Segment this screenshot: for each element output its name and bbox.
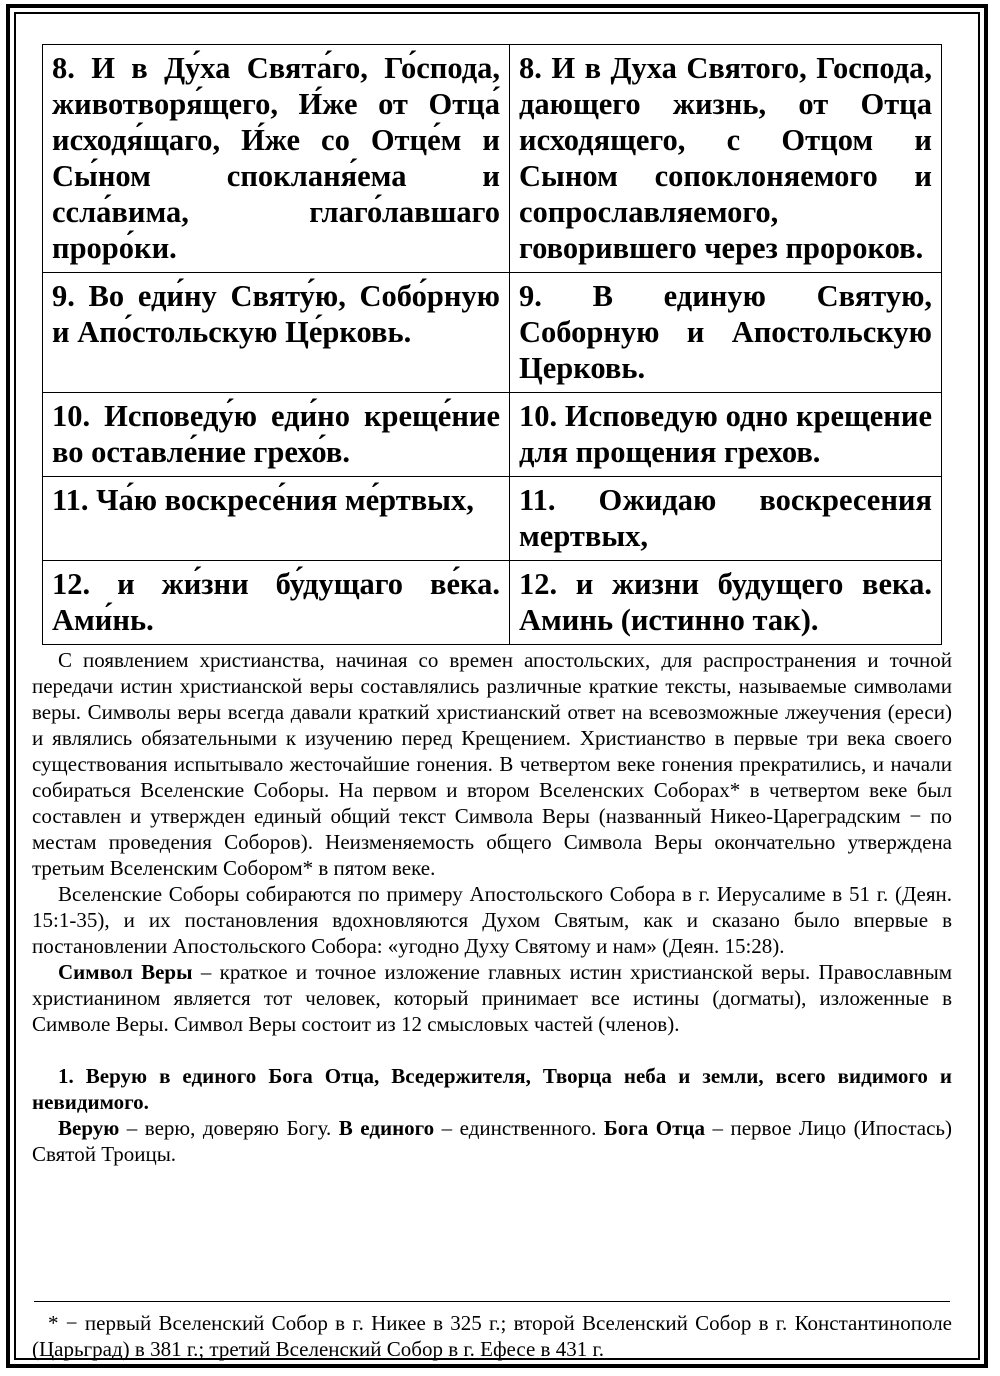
church-slavonic-cell: 9. Во еди́ну Святу́ю, Собо́рную и Апо́стольскую Це́рковь. xyxy=(43,273,510,393)
footnote xyxy=(32,1310,952,1362)
table-row xyxy=(43,393,942,477)
article-1-explanation: Верую – верю, доверяю Богу. В единого – единственного. Бога Отца – первое Лицо (Ипостась) Святой Троицы. xyxy=(32,1116,953,1166)
body-text xyxy=(32,647,952,1167)
table-row xyxy=(43,477,942,561)
term-boga-otca: Бога Отца xyxy=(603,1116,705,1140)
russian-cell: 9. В единую Святую, Соборную и Апостольскую Церковь. xyxy=(510,273,942,393)
table-row xyxy=(43,45,942,273)
paragraph-definition xyxy=(32,959,952,1037)
footnote-text: * − первый Вселенский Собор в г. Никее в 325 г.; второй Вселенский Собор в г. Константинополе (Царьград) в 381 г.; третий Вселенский Собор в г. Ефесе в 431 г. xyxy=(32,1311,952,1361)
russian-cell: 10. Исповедую одно крещение для прощения грехов. xyxy=(510,393,942,477)
term-v-edinogo: В единого xyxy=(338,1116,435,1140)
paragraph-history: С появлением христианства, начиная со времен апостольских, для распространения и точной передачи истин христианской веры составлялись различные краткие тексты, называемые символами веры. Символы веры всегда давали краткий христианский ответ на всевозможные лжеучения (ереси) и являлись обязательными к изучению перед Крещением. Христианство в первые три века своего существования испытывало жесточайшие гонения. В четвертом веке гонения прекратились, и начали собираться Вселенские Соборы. На первом и втором Вселенских Соборах* в четвертом веке был составлен и утвержден единый общий текст Символа Веры (названный Никео-Цареградским − по местам проведения Соборов). Неизменяемость общего Символа Веры окончательно утверждена третьим Вселенским Собором* в пятом веке. xyxy=(32,648,952,880)
creed-comparison-table xyxy=(42,44,942,645)
term-symbol-of-faith: Символ Веры xyxy=(58,960,193,984)
church-slavonic-cell: 11. Ча́ю воскресе́ния ме́ртвых, xyxy=(43,477,510,561)
definition-text: – краткое и точное изложение главных истин христианской веры. Православным христианином является тот человек, который принимает все истины (догматы), изложенные в Символе Веры. Символ Веры состоит из 12 смысловых частей (членов). xyxy=(32,960,952,1036)
paragraph-councils: Вселенские Соборы собираются по примеру Апостольского Собора в г. Иерусалиме в 51 г. (Деян. 15:1-35), и их постановления вдохновляются Духом Святым, как и сказано было впервые в постановлении Апостольского Собора: «угодно Духу Святому и нам» (Деян. 15:28). xyxy=(32,882,952,958)
church-slavonic-cell: 12. и жи́зни бу́дущаго ве́ка. Ами́нь. xyxy=(43,561,510,645)
russian-cell: 8. И в Духа Святого, Господа, дающего жизнь, от Отца исходящего, с Отцом и Сыном сопоклоняемого и сопрославляемого, говорившего через пророков. xyxy=(510,45,942,273)
table-row xyxy=(43,561,942,645)
church-slavonic-cell: 10. Исповеду́ю еди́но креще́ние во оставле́ние грехо́в. xyxy=(43,393,510,477)
russian-cell: 11. Ожидаю воскресения мертвых, xyxy=(510,477,942,561)
table-row xyxy=(43,273,942,393)
article-1-heading: 1. Верую в единого Бога Отца, Вседержителя, Творца неба и земли, всего видимого и невидимого. xyxy=(32,1064,952,1114)
footnote-divider xyxy=(34,1301,950,1302)
russian-cell: 12. и жизни будущего века. Аминь (истинно так). xyxy=(510,561,942,645)
church-slavonic-cell: 8. И в Ду́ха Свята́го, Го́спода, животворя́щего, И́же от Отца́ исходя́щаго, И́же со Отце́м и Сы́ном спокланя́ема и ссла́вима, глаго́лавшаго проро́ки. xyxy=(43,45,510,273)
term-veruyu: Верую xyxy=(58,1116,120,1140)
